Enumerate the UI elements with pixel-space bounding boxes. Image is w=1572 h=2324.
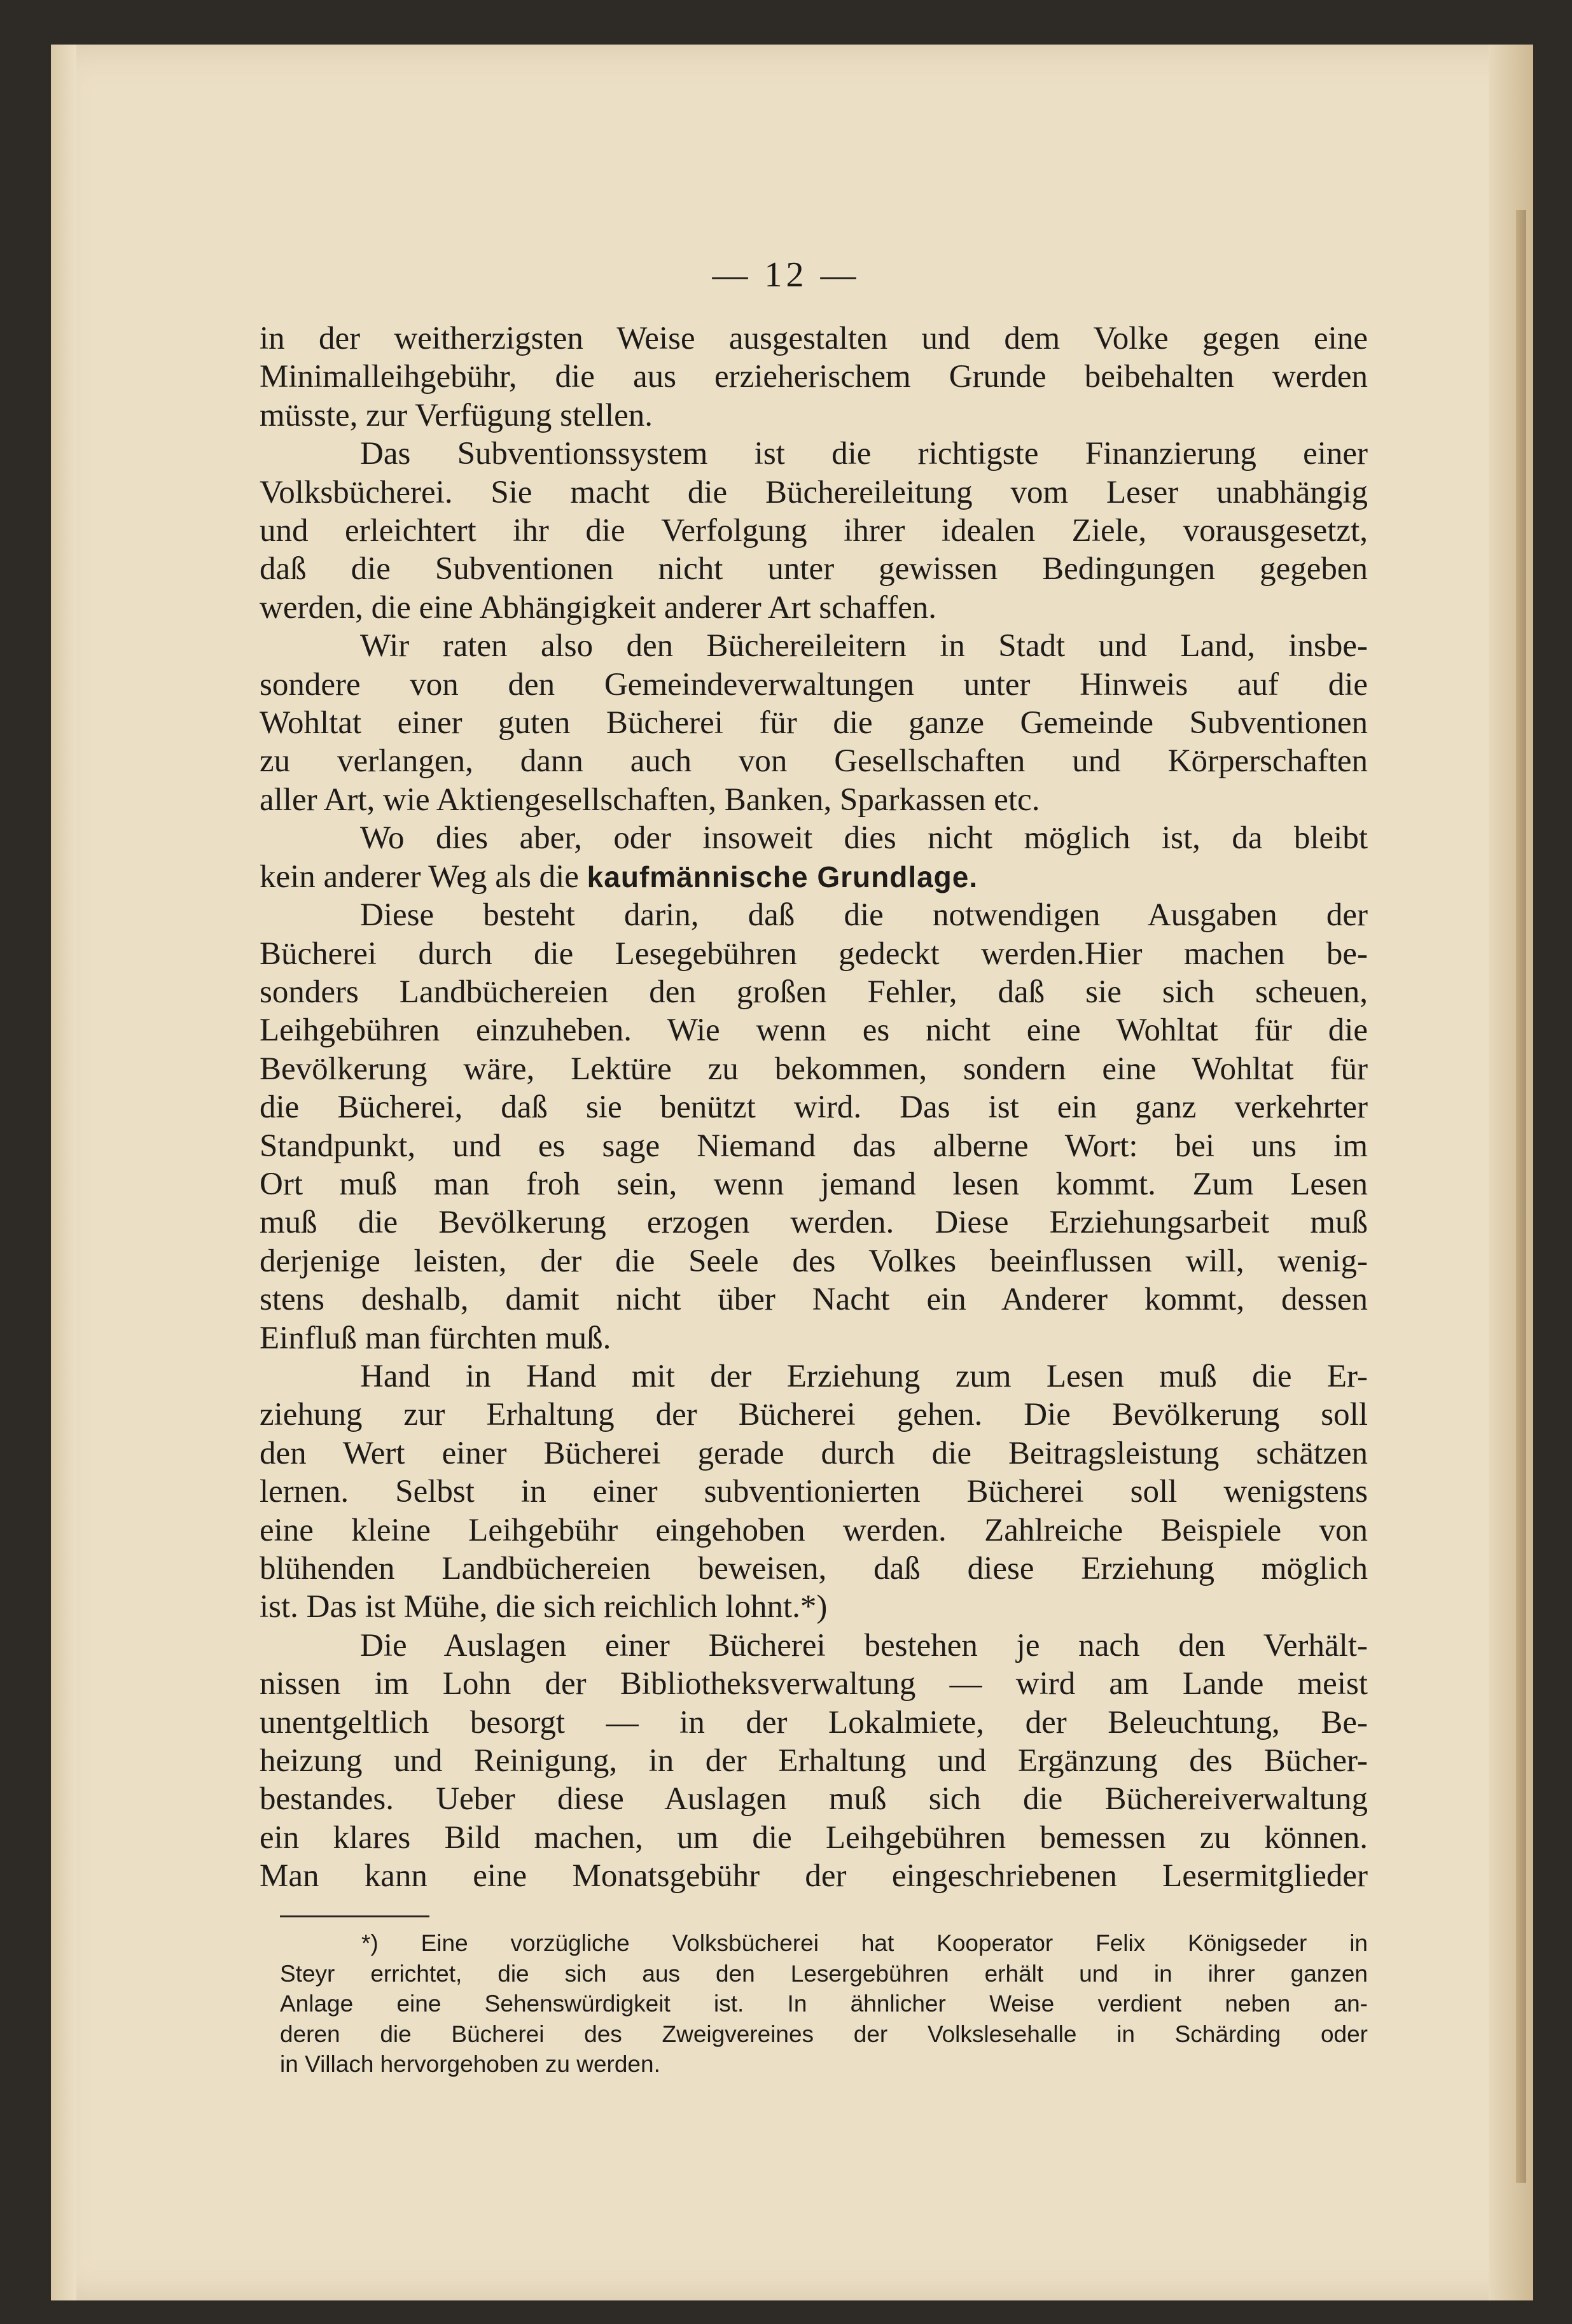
text-line: die Bücherei, daß sie benützt wird. Das ist ein ganz verkehrter <box>260 1089 1368 1126</box>
text-line: unentgeltlich besorgt — in der Lokalmiete, der Beleuchtung, Be- <box>260 1704 1368 1740</box>
text-line: muß die Bevölkerung erzogen werden. Diese Erziehungsarbeit muß <box>260 1205 1368 1241</box>
text-line: Man kann eine Monatsgebühr der eingeschriebenen Lesermitglieder <box>260 1858 1368 1894</box>
page-number: — 12 — <box>712 255 860 295</box>
footnote-rule <box>280 1915 429 1917</box>
text-line: stens deshalb, damit nicht über Nacht ein Anderer kommt, dessen <box>260 1282 1368 1318</box>
text-line: Standpunkt, und es sage Niemand das alberne Wort: bei uns im <box>260 1128 1368 1164</box>
text-line: in der weitherzigsten Weise ausgestalten und dem Volke gegen eine <box>260 321 1368 356</box>
text-line: Ort muß man froh sein, wenn jemand lesen kommt. Zum Lesen <box>260 1166 1368 1202</box>
text-line: daß die Subventionen nicht unter gewissen Bedingungen gegeben <box>260 551 1368 587</box>
text-line: heizung und Reinigung, in der Erhaltung und Ergänzung des Bücher- <box>260 1743 1368 1779</box>
binding-gutter <box>1516 210 1526 2183</box>
text-line: aller Art, wie Aktiengesellschaften, Banken, Sparkassen etc. <box>260 781 1040 818</box>
body-text <box>260 319 1368 1896</box>
text-line: Wir raten also den Büchereileitern in Stadt und Land, insbe- <box>360 628 1368 664</box>
footnote-line: *) Eine vorzügliche Volksbücherei hat Kooperator Felix Königseder in <box>361 1930 1368 1956</box>
text-line: Wohltat einer guten Bücherei für die ganze Gemeinde Subventionen <box>260 705 1368 741</box>
footnote-line: in Villach hervorgehoben zu werden. <box>280 2051 660 2078</box>
text-line: Hand in Hand mit der Erziehung zum Lesen muß die Er- <box>360 1358 1368 1394</box>
text-line: Leihgebühren einzuheben. Wie wenn es nicht eine Wohltat für die <box>260 1012 1368 1049</box>
text-line: Das Subventionssystem ist die richtigste Finanzierung einer <box>360 436 1368 472</box>
text-line: Die Auslagen einer Bücherei bestehen je nach den Verhält- <box>360 1627 1368 1663</box>
text-line: nissen im Lohn der Bibliotheksverwaltung — wird am Lande meist <box>260 1666 1368 1702</box>
text-line: ist. Das ist Mühe, die sich reichlich lohnt.*) <box>260 1589 828 1625</box>
page-left-edge <box>51 45 76 2300</box>
text-line: derjenige leisten, der die Seele des Volkes beeinflussen will, wenig- <box>260 1243 1368 1279</box>
text-line: sondere von den Gemeindeverwaltungen unter Hinweis auf die <box>260 666 1368 703</box>
text-line: ziehung zur Erhaltung der Bücherei gehen. Die Bevölkerung soll <box>260 1397 1368 1433</box>
page-right-edge <box>1489 45 1533 2300</box>
text-line: werden, die eine Abhängigkeit anderer Art schaffen. <box>260 589 936 626</box>
footnote-line: deren die Bücherei des Zweigvereines der Volkslesehalle in Schärding oder <box>280 2020 1368 2047</box>
text-line: bestandes. Ueber diese Auslagen muß sich die Büchereiverwaltung <box>260 1781 1368 1817</box>
text-line: eine kleine Leihgebühr eingehoben werden. Zahlreiche Beispiele von <box>260 1512 1368 1548</box>
text-line: lernen. Selbst in einer subventionierten Bücherei soll wenigstens <box>260 1474 1368 1510</box>
text-line: Bevölkerung wäre, Lektüre zu bekommen, sondern eine Wohltat für <box>260 1051 1368 1087</box>
text-line <box>260 858 1368 896</box>
text-line: und erleichtert ihr die Verfolgung ihrer idealen Ziele, vorausgesetzt, <box>260 513 1368 549</box>
text-line: müsste, zur Verfügung stellen. <box>260 397 653 433</box>
bold-phrase: kaufmännische Grundlage. <box>587 860 978 893</box>
text-line-start: kein anderer Weg als die <box>260 858 579 895</box>
text-line: Minimalleihgebühr, die aus erzieherischem Grunde beibehalten werden <box>260 359 1368 395</box>
footnote <box>280 1928 1368 2080</box>
footnote-line: Steyr errichtet, die sich aus den Lesergebühren erhält und in ihrer ganzen <box>280 1960 1368 1987</box>
footnote-line: Anlage eine Sehenswürdigkeit ist. In ähnlicher Weise verdient neben an- <box>280 1991 1368 2017</box>
text-line: Wo dies aber, oder insoweit dies nicht möglich ist, da bleibt <box>360 820 1368 857</box>
text-line: Volksbücherei. Sie macht die Büchereileitung vom Leser unabhängig <box>260 474 1368 510</box>
text-line: Diese besteht darin, daß die notwendigen Ausgaben der <box>360 897 1368 934</box>
text-line: sonders Landbüchereien den großen Fehler, daß sie sich scheuen, <box>260 974 1368 1010</box>
text-line: den Wert einer Bücherei gerade durch die Beitragsleistung schätzen <box>260 1435 1368 1471</box>
text-line: blühenden Landbüchereien beweisen, daß diese Erziehung möglich <box>260 1551 1368 1586</box>
text-line: ein klares Bild machen, um die Leihgebühren bemessen zu können. <box>260 1819 1368 1856</box>
text-line: Bücherei durch die Lesegebühren gedeckt werden.Hier machen be- <box>260 935 1368 972</box>
text-line: zu verlangen, dann auch von Gesellschaften und Körperschaften <box>260 743 1368 780</box>
text-line: Einfluß man fürchten muß. <box>260 1320 611 1356</box>
